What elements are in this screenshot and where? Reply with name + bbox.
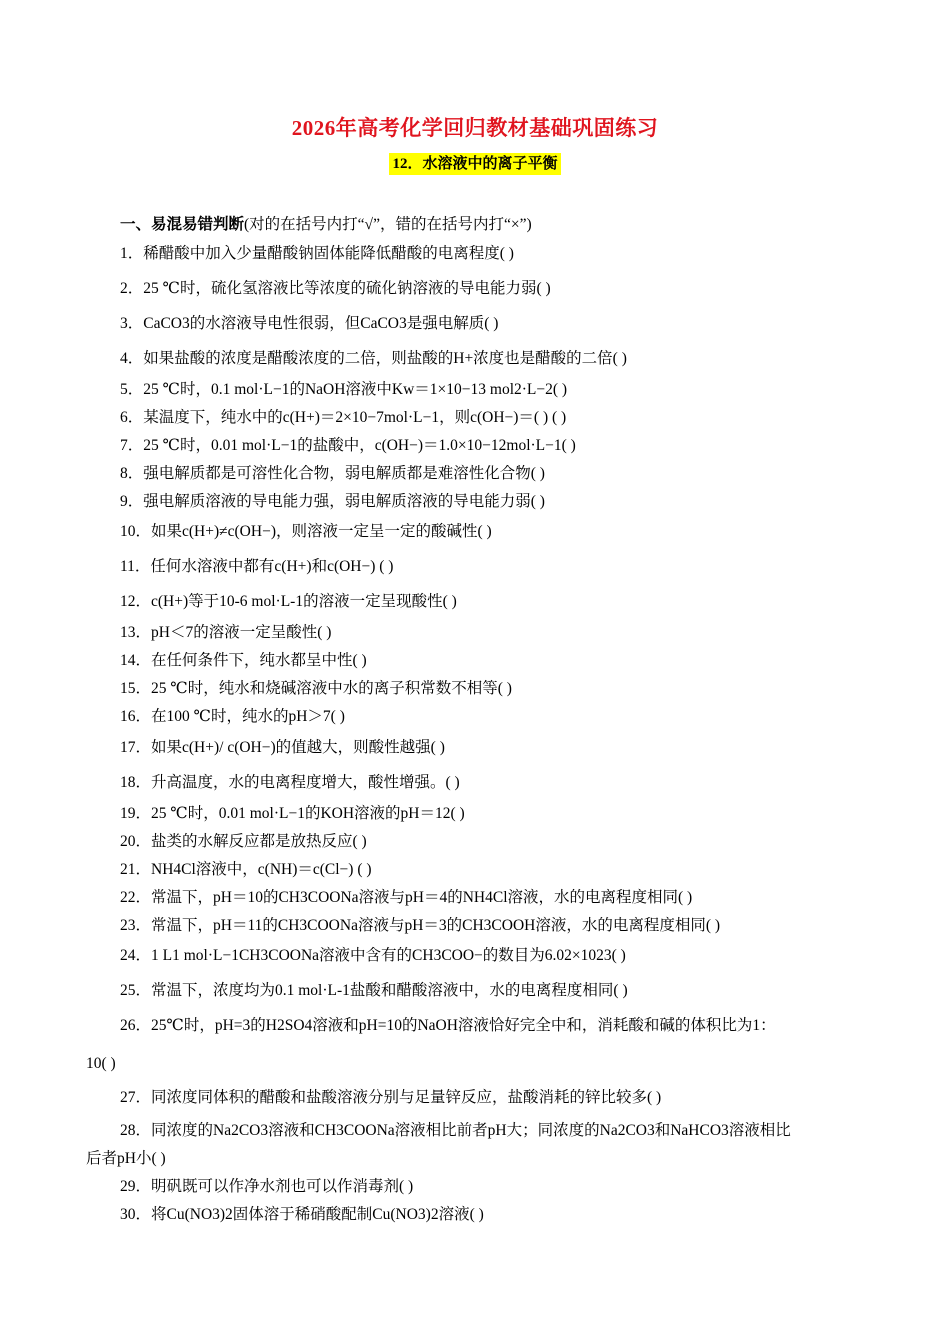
question-7: 7．25 ℃时，0.01 mol·L−1的盐酸中，c(OH−)＝1.0×10−12mol·L−1( )	[120, 437, 576, 454]
question-10: 10．如果c(H+)≠c(OH−)，则溶液一定呈一定的酸碱性( )	[120, 523, 492, 540]
question-4: 4．如果盐酸的浓度是醋酸浓度的二倍，则盐酸的H+浓度也是醋酸的二倍( )	[120, 350, 627, 367]
question-18: 18．升高温度，水的电离程度增大，酸性增强。( )	[120, 774, 460, 791]
question-9: 9．强电解质溶液的导电能力强，弱电解质溶液的导电能力弱( )	[120, 493, 545, 510]
document-title: 2026年高考化学回归教材基础巩固练习	[291, 116, 659, 140]
question-6: 6．某温度下，纯水中的c(H+)＝2×10−7mol·L−1，则c(OH−)＝( ) ( )	[120, 409, 567, 426]
question-20: 20．盐类的水解反应都是放热反应( )	[120, 833, 367, 850]
section-instruction: (对的在括号内打“√”，错的在括号内打“×”)	[244, 216, 532, 233]
question-24: 24．1 L1 mol·L−1CH3COONa溶液中含有的CH3COO−的数目为6.02×1023( )	[120, 947, 626, 964]
question-26-continued: 10( )	[86, 1055, 116, 1072]
question-14: 14．在任何条件下，纯水都呈中性( )	[120, 652, 367, 669]
question-17: 17．如果c(H+)/ c(OH−)的值越大，则酸性越强( )	[120, 739, 445, 756]
document-subtitle: 12．水溶液中的离子平衡	[389, 153, 560, 175]
question-13: 13．pH＜7的溶液一定呈酸性( )	[120, 624, 332, 641]
question-11: 11．任何水溶液中都有c(H+)和c(OH−) ( )	[120, 558, 394, 575]
question-23: 23．常温下，pH＝11的CH3COONa溶液与pH＝3的CH3COOH溶液，水的电离程度相同( )	[120, 917, 721, 934]
question-19: 19．25 ℃时，0.01 mol·L−1的KOH溶液的pH＝12( )	[120, 805, 465, 822]
question-2: 2．25 ℃时，硫化氢溶液比等浓度的硫化钠溶液的导电能力弱( )	[120, 280, 551, 297]
question-27: 27．同浓度同体积的醋酸和盐酸溶液分别与足量锌反应，盐酸消耗的锌比较多( )	[120, 1089, 662, 1106]
question-1: 1．稀醋酸中加入少量醋酸钠固体能降低醋酸的电离程度( )	[120, 245, 514, 262]
section-title: 一、易混易错判断	[120, 216, 245, 233]
question-21: 21．NH4Cl溶液中，c(NH)＝c(Cl−) ( )	[120, 861, 372, 878]
question-25: 25．常温下，浓度均为0.1 mol·L-1盐酸和醋酸溶液中，水的电离程度相同( )	[120, 982, 628, 999]
question-30: 30．将Cu(NO3)2固体溶于稀硝酸配制Cu(NO3)2溶液( )	[120, 1206, 484, 1223]
question-29: 29．明矾既可以作净水剂也可以作消毒剂( )	[120, 1178, 414, 1195]
section-heading	[120, 212, 532, 234]
question-15: 15．25 ℃时，纯水和烧碱溶液中水的离子积常数不相等( )	[120, 680, 512, 697]
subtitle-wrapper	[0, 153, 950, 175]
question-5: 5．25 ℃时，0.1 mol·L−1的NaOH溶液中Kw＝1×10−13 mol2·L−2( )	[120, 381, 568, 398]
question-28-continued: 后者pH小( )	[86, 1150, 166, 1167]
question-26: 26．25℃时，pH=3的H2SO4溶液和pH=10的NaOH溶液恰好完全中和，消耗酸和碱的体积比为1：	[120, 1017, 776, 1034]
question-22: 22．常温下，pH＝10的CH3COONa溶液与pH＝4的NH4Cl溶液，水的电离程度相同( )	[120, 889, 693, 906]
question-28: 28．同浓度的Na2CO3溶液和CH3COONa溶液相比前者pH大；同浓度的Na2CO3和NaHCO3溶液相比	[120, 1122, 791, 1139]
question-16: 16．在100 ℃时，纯水的pH＞7( )	[120, 708, 345, 725]
question-12: 12．c(H+)等于10-6 mol·L-1的溶液一定呈现酸性( )	[120, 593, 457, 610]
question-3: 3．CaCO3的水溶液导电性很弱，但CaCO3是强电解质( )	[120, 315, 499, 332]
question-8: 8．强电解质都是可溶性化合物，弱电解质都是难溶性化合物( )	[120, 465, 545, 482]
